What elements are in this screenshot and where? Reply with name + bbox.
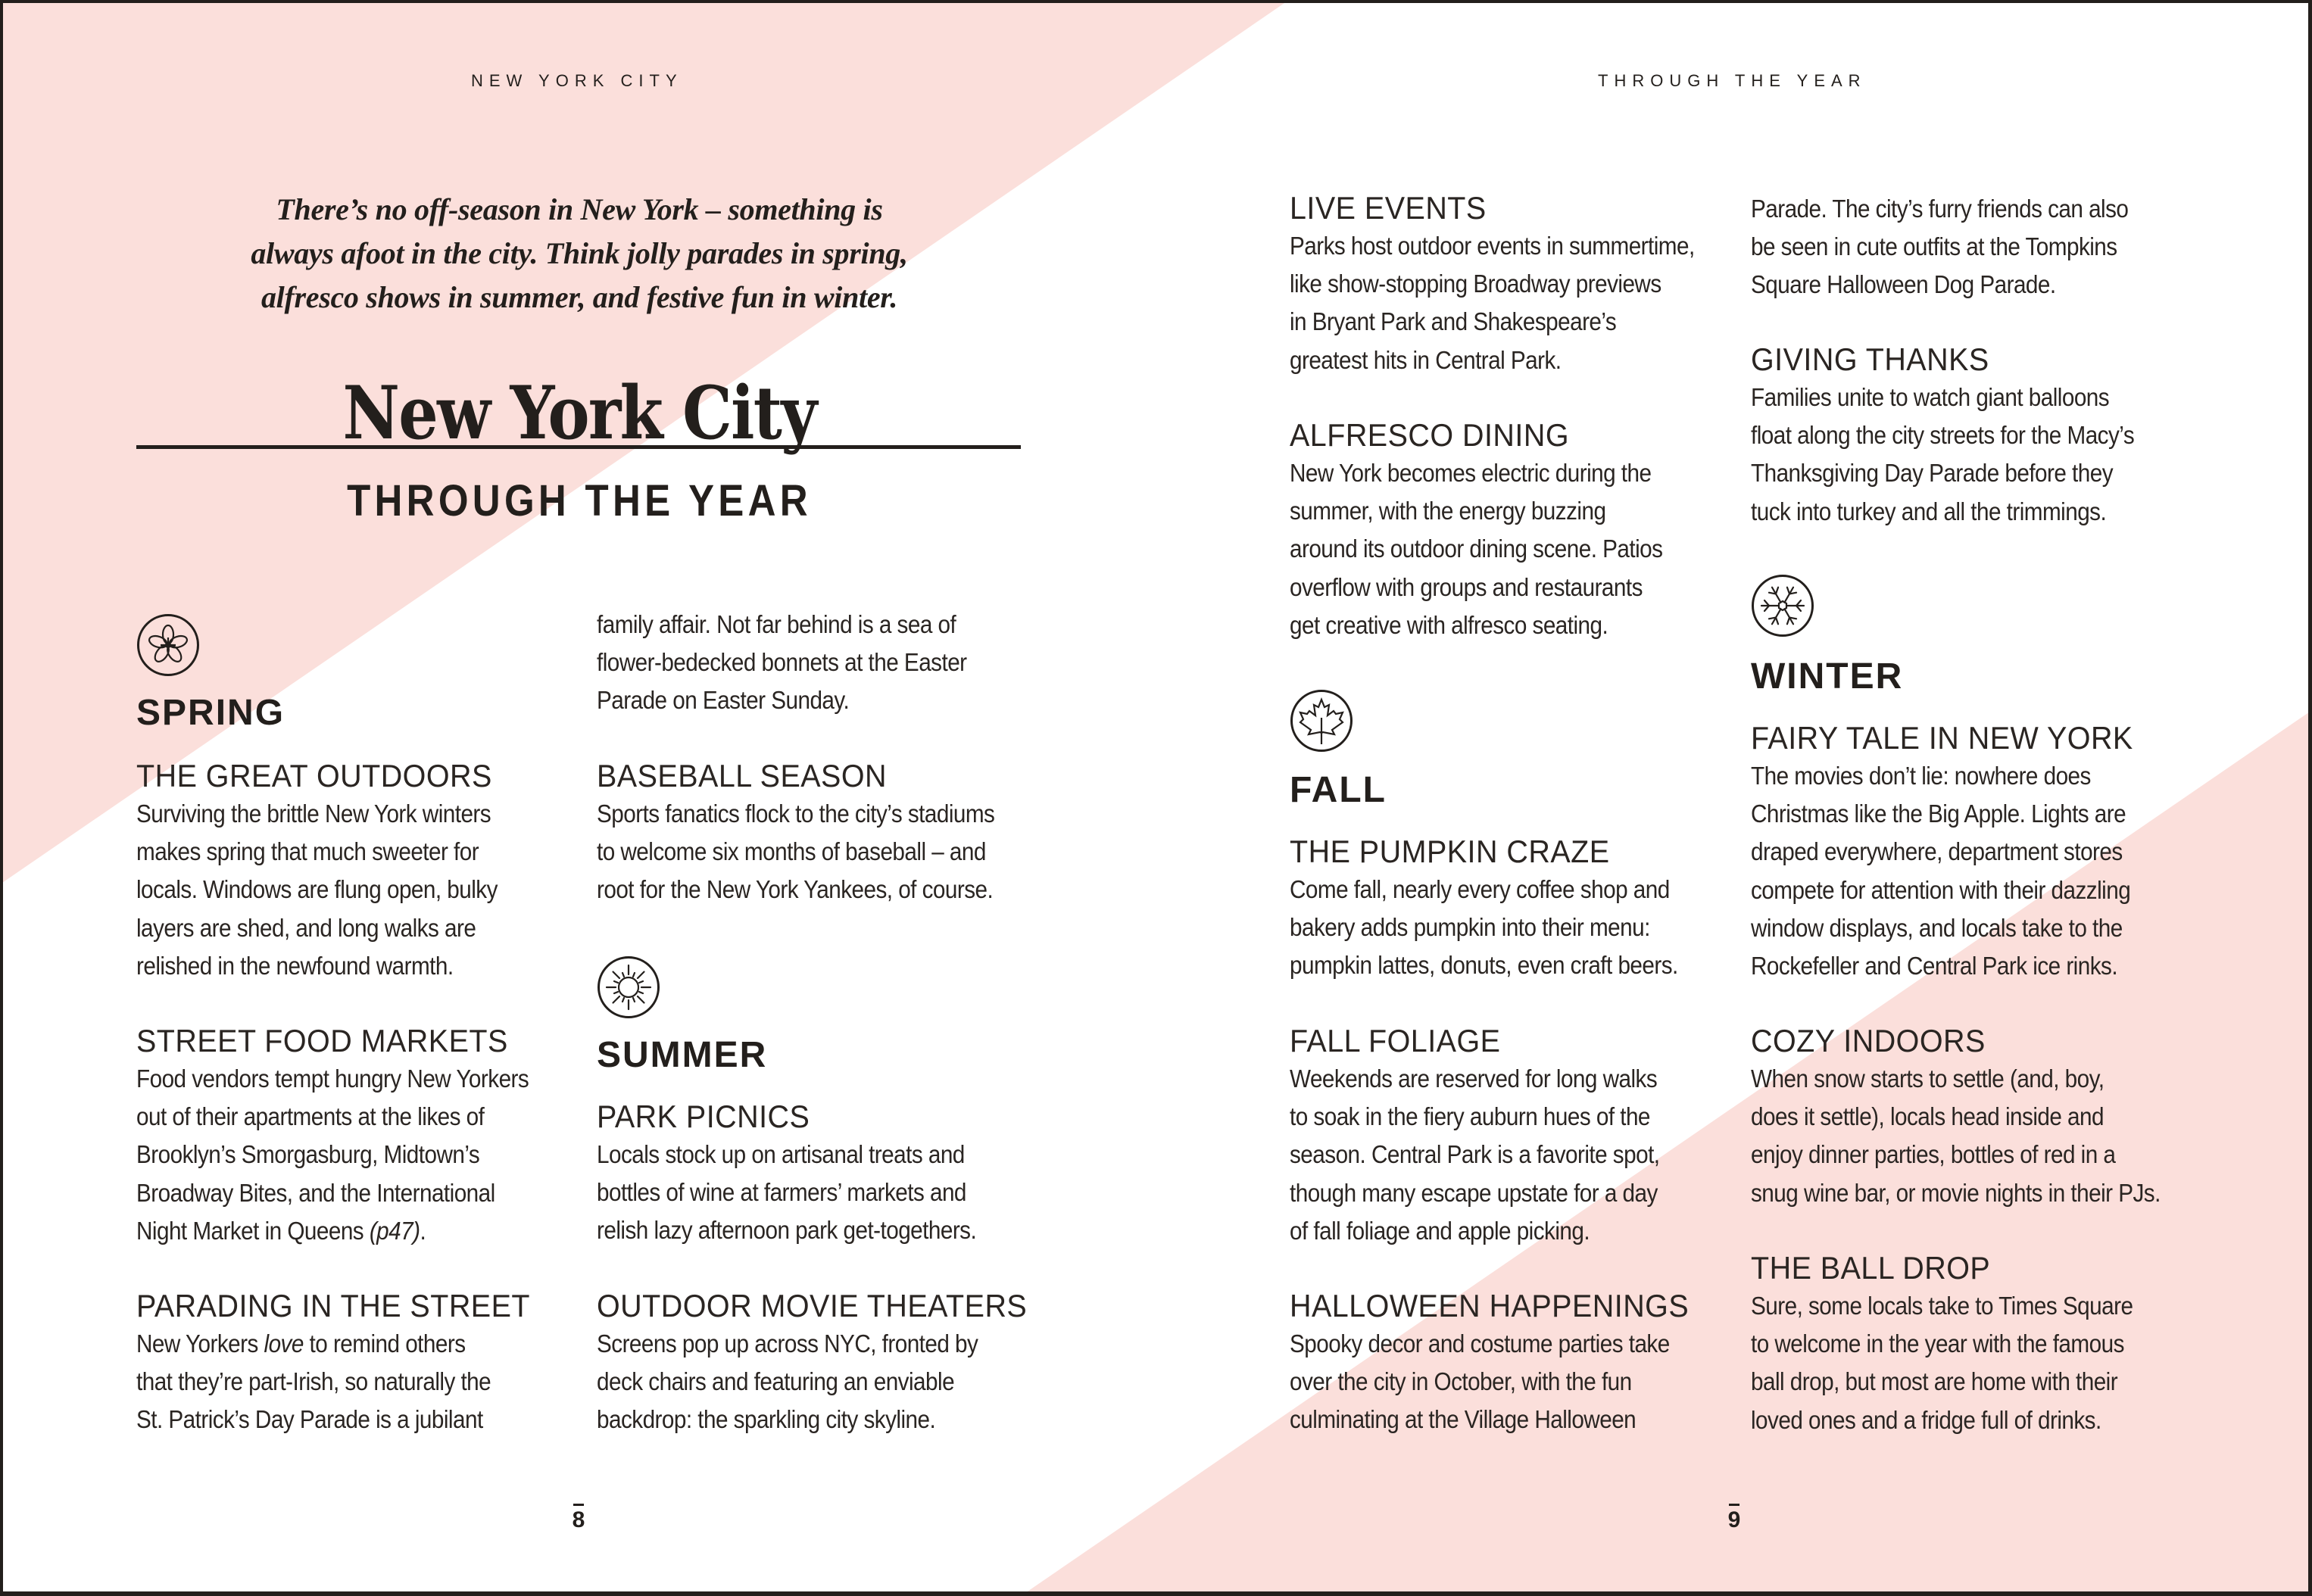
section-parading-in-the-street [136, 1287, 555, 1439]
body-line: backdrop: the sparkling city skyline. [597, 1405, 936, 1434]
body-line: compete for attention with their dazzling [1751, 875, 2131, 904]
section-title: PARADING IN THE STREET [136, 1288, 530, 1323]
body-line: greatest hits in Central Park. [1290, 345, 1562, 374]
section-title: HALLOWEEN HAPPENINGS [1290, 1288, 1690, 1323]
section-great-outdoors [136, 757, 538, 985]
body-line: like show-stopping Broadway previews [1290, 270, 1661, 298]
body-line: relish lazy afternoon park get-togethers. [597, 1216, 977, 1245]
section-body [1290, 454, 1704, 644]
section-live-events [1290, 189, 1739, 379]
body-line: Sure, some locals take to Times Square [1751, 1292, 2133, 1320]
page-number-bar [573, 1504, 584, 1506]
section-title: LIVE EVENTS [1290, 190, 1487, 226]
body-line: St. Patrick’s Day Parade is a jubilant [136, 1405, 483, 1434]
section-pumpkin-craze [1290, 833, 1721, 985]
body-line [136, 1212, 529, 1250]
body-line: does it settle), locals head inside and [1751, 1102, 2104, 1131]
body-line: draped everywhere, department stores [1751, 837, 2123, 866]
body-line: Parks host outdoor events in summertime, [1290, 232, 1695, 260]
section-park-picnics [597, 1098, 1019, 1250]
body-line: of fall foliage and apple picking. [1290, 1216, 1590, 1245]
body-line: to welcome in the year with the famous [1751, 1329, 2124, 1358]
section-body [1290, 871, 1721, 985]
section-body [136, 1060, 573, 1250]
emphasis-text: love [264, 1329, 304, 1358]
body-line: ball drop, but most are home with their [1751, 1367, 2118, 1396]
page-number: 8 [572, 1507, 585, 1532]
body-line: relished in the newfound warmth. [136, 951, 454, 980]
body-line: summer, with the energy buzzing [1290, 497, 1606, 525]
continued-text-parade [597, 606, 1008, 720]
section-body [1751, 1060, 2206, 1212]
body-line: window displays, and locals take to the [1751, 913, 2123, 942]
body-line: Come fall, nearly every coffee shop and [1290, 875, 1670, 903]
section-title: FAIRY TALE IN NEW YORK [1751, 720, 2133, 756]
body-line: to soak in the fiery auburn hues of the [1290, 1102, 1650, 1131]
body-line: culminating at the Village Halloween [1290, 1405, 1636, 1434]
section-body [597, 795, 1039, 909]
body-line: root for the New York Yankees, of course. [597, 875, 994, 904]
page-number-left [563, 1504, 594, 1532]
body-line: Surviving the brittle New York winters [136, 800, 491, 828]
running-header-right: THROUGH THE YEAR [1598, 71, 1867, 90]
body-line: snug wine bar, or movie nights in their PJs. [1751, 1178, 2161, 1207]
section-giving-thanks [1751, 341, 2176, 531]
body-line: Square Halloween Dog Parade. [1751, 270, 2056, 299]
section-title: THE GREAT OUTDOORS [136, 758, 492, 793]
running-header-left: NEW YORK CITY [471, 71, 683, 90]
body-line: pumpkin lattes, donuts, even craft beers. [1290, 951, 1678, 980]
section-baseball-season [597, 757, 1039, 909]
body-line: Locals stock up on artisanal treats and [597, 1140, 965, 1168]
section-street-food-markets [136, 1022, 573, 1250]
body-line: Broadway Bites, and the International [136, 1178, 495, 1207]
body-line: Families unite to watch giant balloons [1751, 383, 2110, 411]
section-cozy-indoors [1751, 1022, 2206, 1212]
page-number-bar [1729, 1504, 1739, 1506]
maple-leaf-icon [1290, 689, 1353, 753]
body-line: family affair. Not far behind is a sea of [597, 610, 956, 638]
body-line: Thanksgiving Day Parade before they [1751, 459, 2114, 488]
body-line: though many escape upstate for a day [1290, 1178, 1658, 1207]
punctuation: . [420, 1216, 426, 1245]
body-line: season. Central Park is a favorite spot, [1290, 1140, 1660, 1169]
body-line: flower-bedecked bonnets at the Easter [597, 648, 967, 677]
section-ball-drop [1751, 1249, 2175, 1439]
section-body [597, 1136, 1019, 1250]
body-line: Weekends are reserved for long walks [1290, 1065, 1658, 1093]
sun-icon [597, 955, 660, 1019]
section-body [1290, 227, 1739, 379]
body-line: When snow starts to settle (and, boy, [1751, 1065, 2105, 1093]
section-body [1751, 379, 2176, 531]
season-heading-summer: SUMMER [597, 1035, 768, 1075]
body-line: get creative with alfresco seating. [1290, 610, 1608, 639]
body-line: out of their apartments at the likes of [136, 1102, 485, 1131]
body-line: Parade on Easter Sunday. [597, 686, 850, 715]
section-body [597, 1325, 1055, 1439]
body-line: that they’re part-Irish, so naturally the [136, 1367, 491, 1396]
body-line: tuck into turkey and all the trimmings. [1751, 497, 2107, 525]
section-body [1751, 757, 2173, 985]
body-text: New Yorkers [136, 1329, 264, 1358]
snowflake-icon [1751, 574, 1814, 637]
body-line: over the city in October, with the fun [1290, 1367, 1632, 1396]
section-title: ALFRESCO DINING [1290, 417, 1570, 453]
body-line: Sports fanatics flock to the city’s stadiums [597, 800, 995, 828]
body-line: be seen in cute outfits at the Tompkins [1751, 232, 2117, 261]
body-line: bakery adds pumpkin into their menu: [1290, 913, 1650, 942]
body-line: Parade. The city’s furry friends can also [1751, 195, 2129, 223]
body-line: to welcome six months of baseball – and [597, 837, 986, 866]
body-line: The movies don’t lie: nowhere does [1751, 762, 2091, 790]
section-body [1290, 1060, 1701, 1250]
body-line: locals. Windows are flung open, bulky [136, 875, 498, 904]
section-title: OUTDOOR MOVIE THEATERS [597, 1288, 1028, 1323]
section-body [136, 1325, 555, 1439]
season-heading-winter: WINTER [1751, 656, 1904, 697]
body-line: float along the city streets for the Macy’s [1751, 421, 2135, 450]
section-title: THE PUMPKIN CRAZE [1290, 834, 1610, 869]
section-title: BASEBALL SEASON [597, 758, 888, 793]
section-title: COZY INDOORS [1751, 1023, 1986, 1058]
body-line [136, 1325, 513, 1363]
section-fairy-tale [1751, 719, 2173, 985]
body-line: Food vendors tempt hungry New Yorkers [136, 1065, 529, 1093]
section-halloween-happenings [1290, 1287, 1714, 1439]
body-line: Brooklyn’s Smorgasburg, Midtown’s [136, 1140, 480, 1169]
section-title: STREET FOOD MARKETS [136, 1023, 508, 1058]
body-text: Night Market in Queens [136, 1216, 370, 1245]
page-subtitle: THROUGH THE YEAR [347, 476, 812, 525]
season-heading-fall: FALL [1290, 770, 1387, 810]
body-line: New York becomes electric during the [1290, 459, 1652, 487]
section-title: GIVING THANKS [1751, 341, 1989, 377]
page-title: New York City [342, 370, 816, 456]
body-line: deck chairs and featuring an enviable [597, 1367, 955, 1396]
section-title: FALL FOLIAGE [1290, 1023, 1501, 1058]
season-heading-spring: SPRING [136, 693, 285, 733]
section-body [1290, 1325, 1714, 1439]
section-outdoor-movie-theaters [597, 1287, 1055, 1439]
section-alfresco-dining [1290, 416, 1704, 644]
body-line: Spooky decor and costume parties take [1290, 1329, 1670, 1358]
body-line: layers are shed, and long walks are [136, 913, 476, 942]
body-line: around its outdoor dining scene. Patios [1290, 535, 1663, 563]
page-reference: (p47) [369, 1216, 420, 1245]
intro-line: alfresco shows in summer, and festive fun in winter. [261, 280, 898, 314]
section-fall-foliage [1290, 1022, 1701, 1250]
intro-text [163, 188, 996, 320]
body-line: overflow with groups and restaurants [1290, 572, 1643, 601]
page-number-right [1719, 1504, 1749, 1532]
section-title: THE BALL DROP [1751, 1250, 1991, 1286]
body-line: bottles of wine at farmers’ markets and [597, 1178, 966, 1207]
section-title: PARK PICNICS [597, 1099, 810, 1134]
body-line: Christmas like the Big Apple. Lights are [1751, 800, 2126, 828]
page-number: 9 [1727, 1507, 1741, 1532]
section-body [136, 795, 538, 985]
body-line: Rockefeller and Central Park ice rinks. [1751, 952, 2118, 980]
intro-line: always afoot in the city. Think jolly parades in spring, [251, 236, 908, 270]
body-line: Screens pop up across NYC, fronted by [597, 1329, 978, 1358]
flower-icon [136, 613, 200, 677]
intro-line: There’s no off-season in New York – something is [276, 192, 883, 226]
body-line: enjoy dinner parties, bottles of red in a [1751, 1140, 2116, 1169]
body-line: in Bryant Park and Shakespeare’s [1290, 307, 1617, 336]
body-text: to remind others [303, 1329, 466, 1358]
body-line: loved ones and a fridge full of drinks. [1751, 1405, 2101, 1434]
continued-text-halloween [1751, 190, 2170, 304]
section-body [1751, 1287, 2175, 1439]
body-line: makes spring that much sweeter for [136, 837, 479, 866]
